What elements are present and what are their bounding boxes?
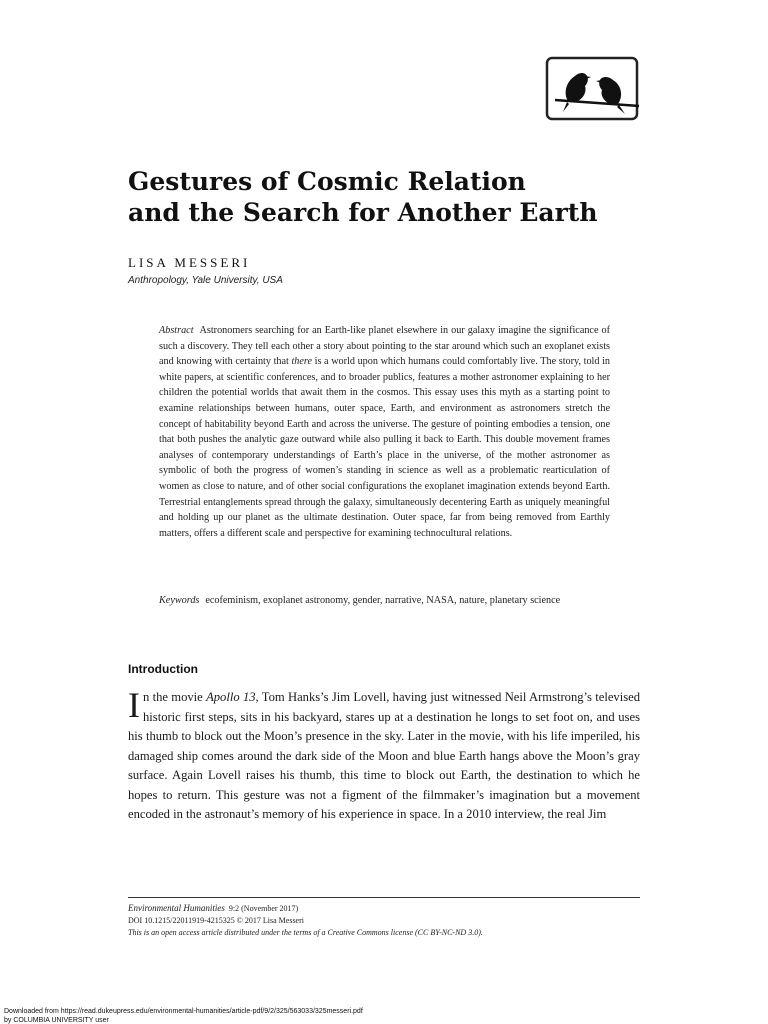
footer-rule [128,897,640,898]
journal-name: Environmental Humanities [128,903,225,913]
author-name: LISA MESSERI [128,255,251,270]
title-line-1: Gestures of Cosmic Relation [128,167,526,196]
download-notice: Downloaded from https://read.dukeupress.edu/environmental-humanities/article-pdf/9/2/325/563033/325messeri.pdf [4,1008,363,1015]
journal-issue: 9:2 (November 2017) [228,904,299,913]
title-line-2: and the Search for Another Earth [128,198,598,227]
two-birds-logo-icon [545,56,641,122]
film-title: Apollo 13 [206,690,256,704]
abstract-text-b: is a world upon which humans could comfortably live. The story, told in white papers, at scientific conferences, and to broader publics, features a mother astronomer explaining to her children the potential worlds that await them in the cosmos. This essay uses this myth as a starting point to examine relationships between humans, outer space, Earth, and environment as astronomers stretch the concept of habitability beyond Earth and across the universe. The gesture of pointing embodies a tension, one that both pushes the analytic gaze outward while also pulling it back to Earth. This double movement frames analyses of contemporary understandings of Earth’s place in the universe, of the mother astronomer as symbolic of both the progress of women’s standing in science as well as a problematic rearticulation of women as close to nature, and of other social configurations the exoplanet imagination extends beyond Earth. Terrestrial entanglements spread through the galaxy, simultaneously decentering Earth as uniquely meaningful and holding up our planet as the ultimate destination. Outer space, far from being removed from Earthly matters, offers a different scale and perspective for examining technocultural relations. [159,356,610,539]
journal-citation [128,903,298,913]
download-user: by COLUMBIA UNIVERSITY user [4,1017,109,1024]
abstract-label: Abstract [159,325,194,336]
body-paragraph [128,685,641,825]
abstract [159,323,610,541]
keywords-label: Keywords [159,595,200,606]
doi-line: DOI 10.1215/22011919-4215325 © 2017 Lisa Messeri [128,916,304,925]
keywords-text: ecofeminism, exoplanet astronomy, gender, narrative, NASA, nature, planetary science [205,595,561,606]
license-line: This is an open access article distributed under the terms of a Creative Commons license (CC BY-NC-ND 3.0). [128,928,483,937]
body-text-b: , Tom Hanks’s Jim Lovell, having just witnessed Neil Armstrong’s televised historic first steps, sits in his backyard, stares up at a destination he longs to set foot on, and uses his thumb to block out the Moon’s presence in the sky. Later in the movie, with his life imperiled, his damaged ship comes around the dark side of the Moon and blue Earth hangs above the Moon’s gray surface. Again Lovell raises his thumb, this time to block out Earth, the destination to which he hopes to return. This gesture was not a figment of the filmmaker’s imagination but a movement encoded in the astronaut’s memory of his experience in space. In a 2010 interview, the real Jim [128,690,641,821]
keywords [159,593,610,609]
abstract-text-a: Astronomers searching for an Earth-like planet elsewhere in our galaxy imagine the significance of such a discovery. They tell each other a story about pointing to the star around which such an exoplanet exists and knowing with certainty that [159,325,610,368]
body-text-a: n the movie [143,690,207,704]
section-heading: Introduction [128,662,198,676]
abstract-emphasis: there [291,356,313,368]
article-title [128,166,688,228]
drop-cap: I [128,685,140,725]
author-affiliation: Anthropology, Yale University, USA [128,275,283,286]
